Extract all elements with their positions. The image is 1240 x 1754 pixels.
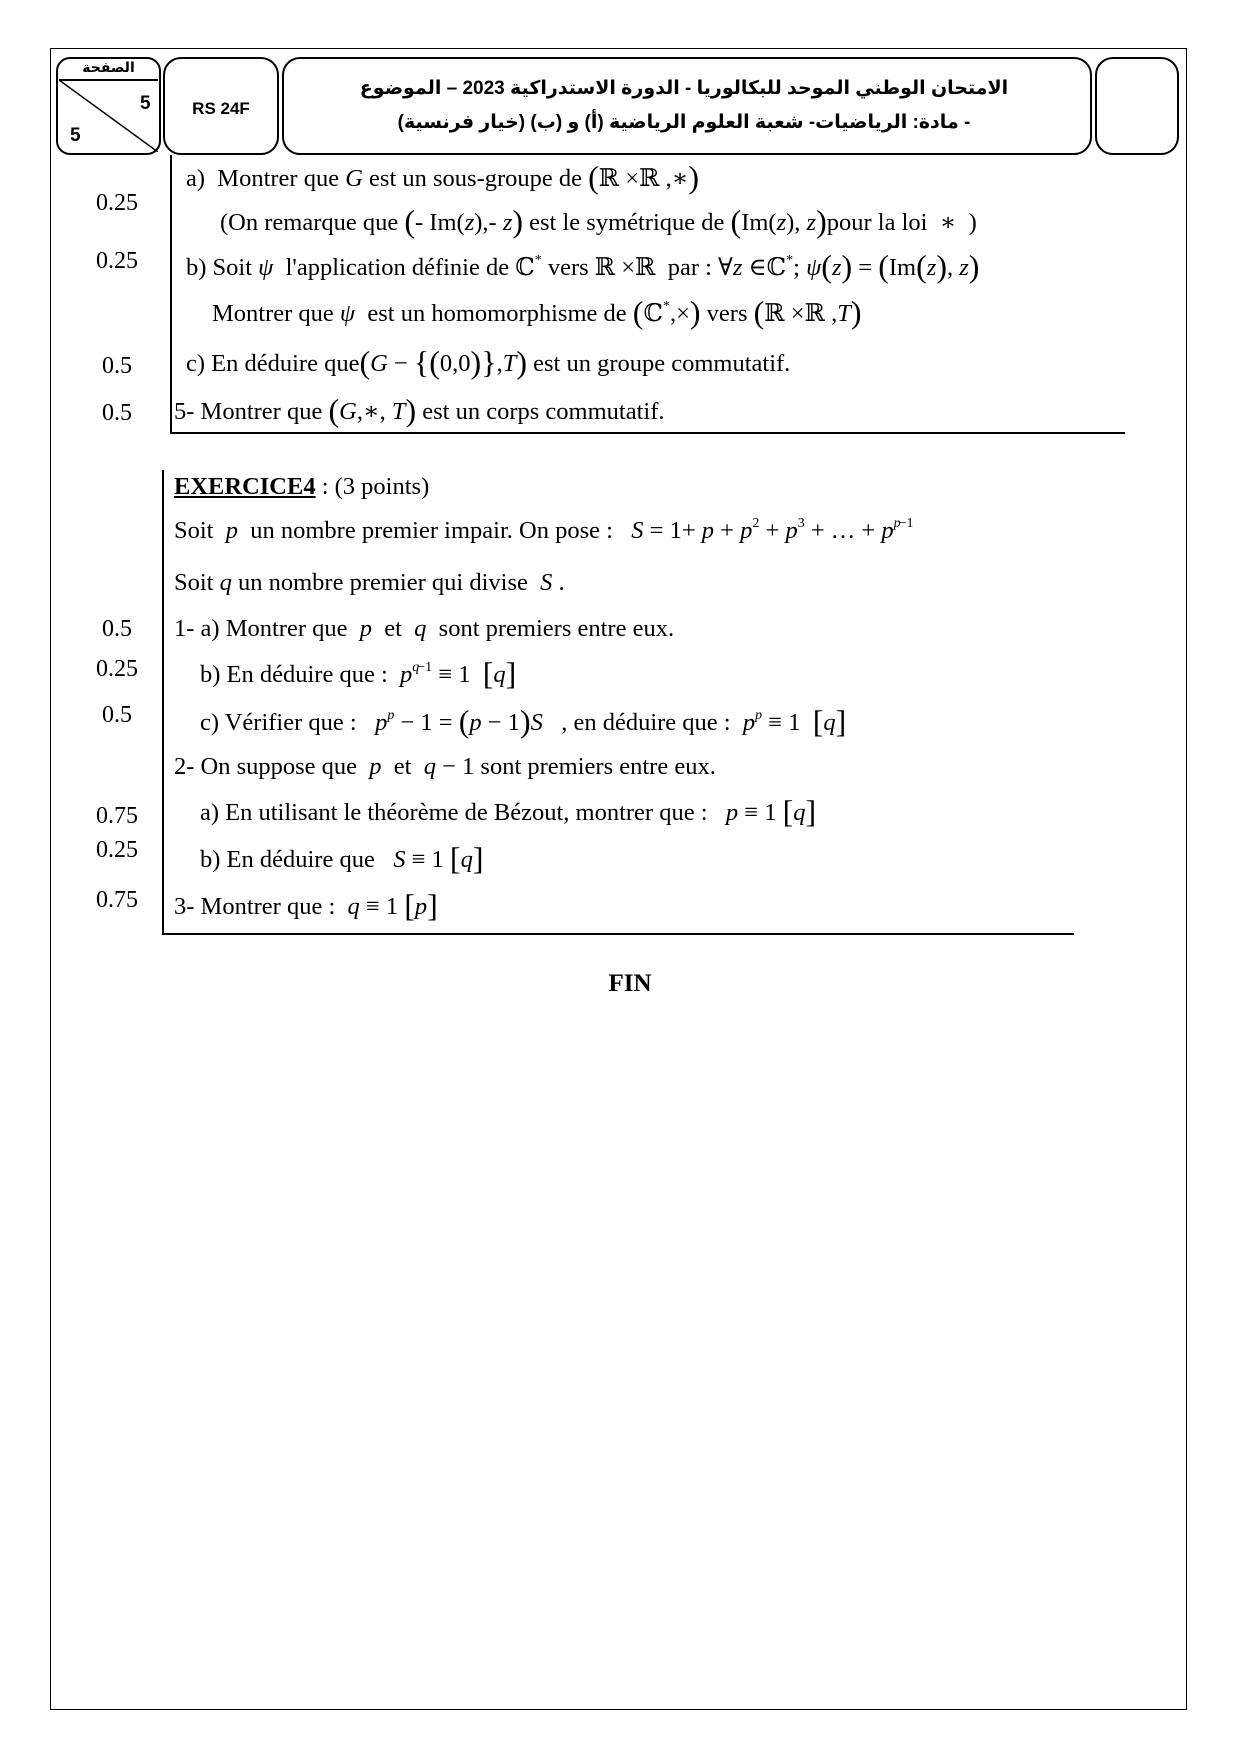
points-ex4-2a: 0.75 [96,803,138,829]
points-ex3-a: 0.25 [96,190,138,216]
ex4-bottom-rule [162,933,1074,935]
ex3-q4a-remark: (On remarque que (- Im(z),- z) est le symétrique de (Im(z), z)pour la loi ∗ ) [220,203,977,239]
ex4-statement: Soit p un nombre premier impair. On pose : $S = 1+ p + p^2 + p^3$ + … + $p^{p-1}$ [174,516,914,544]
ex4-q2a: a) En utilisant le théorème de Bézout, montrer que : p ≡ 1 [q] [200,793,817,829]
ex3-q4c: c) En déduire que(G − {(0,0)},T) est un groupe commutatif. [186,344,791,380]
exam-code: RS 24F [192,99,250,118]
header-blank-box [1095,57,1179,155]
exam-code-box [163,57,279,155]
ex3-left-rule [170,155,172,433]
ex3-bottom-rule [170,432,1125,434]
exam-title-box [282,57,1092,155]
page-total: 5 [70,125,81,146]
page-label: الصفحة [82,59,135,75]
ex4-q3: 3- Montrer que : q ≡ 1 [p] [174,887,438,923]
ex4-heading [174,472,429,502]
ex4-left-rule [162,470,164,934]
points-ex3-b: 0.25 [96,248,138,274]
end-marker: FIN [608,970,652,997]
page-current: 5 [140,93,151,114]
ex4-q1b: b) En déduire que : $p^{q-1} \equiv 1$ [q] [200,655,517,691]
page-number-box [56,57,161,155]
ex4-q1a: 1- a) Montrer que p et q sont premiers entre eux. [174,615,675,642]
ex3-q4b-task: Montrer que ψ est un homomorphisme de (ℂ*,×) vers (ℝ ×ℝ ,T) [212,294,862,330]
points-ex4-1c: 0.5 [102,702,132,728]
points-ex3-5: 0.5 [102,400,132,426]
ex4-q2b: b) En déduire que S ≡ 1 [q] [200,840,484,876]
exam-title-line2: - مادة: الرياضيات- شعبة العلوم الرياضية (أ) و (ب) (خيار فرنسية) [397,112,971,133]
ex4-points-label: : (3 points) [321,473,430,500]
points-ex4-1b: 0.25 [96,656,138,682]
exam-title-line1: الامتحان الوطني الموحد للبكالوريا - الدورة الاستدراكية 2023 – الموضوع [359,78,1009,99]
ex4-statement-q: Soit q un nombre premier qui divise S . [174,569,565,596]
points-ex4-1a: 0.5 [102,616,132,642]
ex4-q2: 2- On suppose que p et q − 1 sont premiers entre eux. [174,753,716,780]
ex3-q4b: b) Soit ψ l'application définie de ℂ* vers ℝ ×ℝ par : ∀z ∈ℂ*; ψ(z) = (Im(z), z) [186,248,980,284]
points-ex3-c: 0.5 [102,353,132,379]
ex3-q5: 5- Montrer que (G,∗, T) est un corps commutatif. [174,392,665,428]
points-ex4-3: 0.75 [96,887,138,913]
ex4-title: EXERCICE4 [174,473,316,500]
ex4-q1c: c) Vérifier que : $p^p - 1 = (p - 1)S$ , en déduire que : $p^p \equiv 1$ [q] [200,703,847,739]
points-ex4-2b: 0.25 [96,837,138,863]
ex3-q4a: a) Montrer que G est un sous-groupe de (ℝ ×ℝ ,∗) [186,159,700,195]
